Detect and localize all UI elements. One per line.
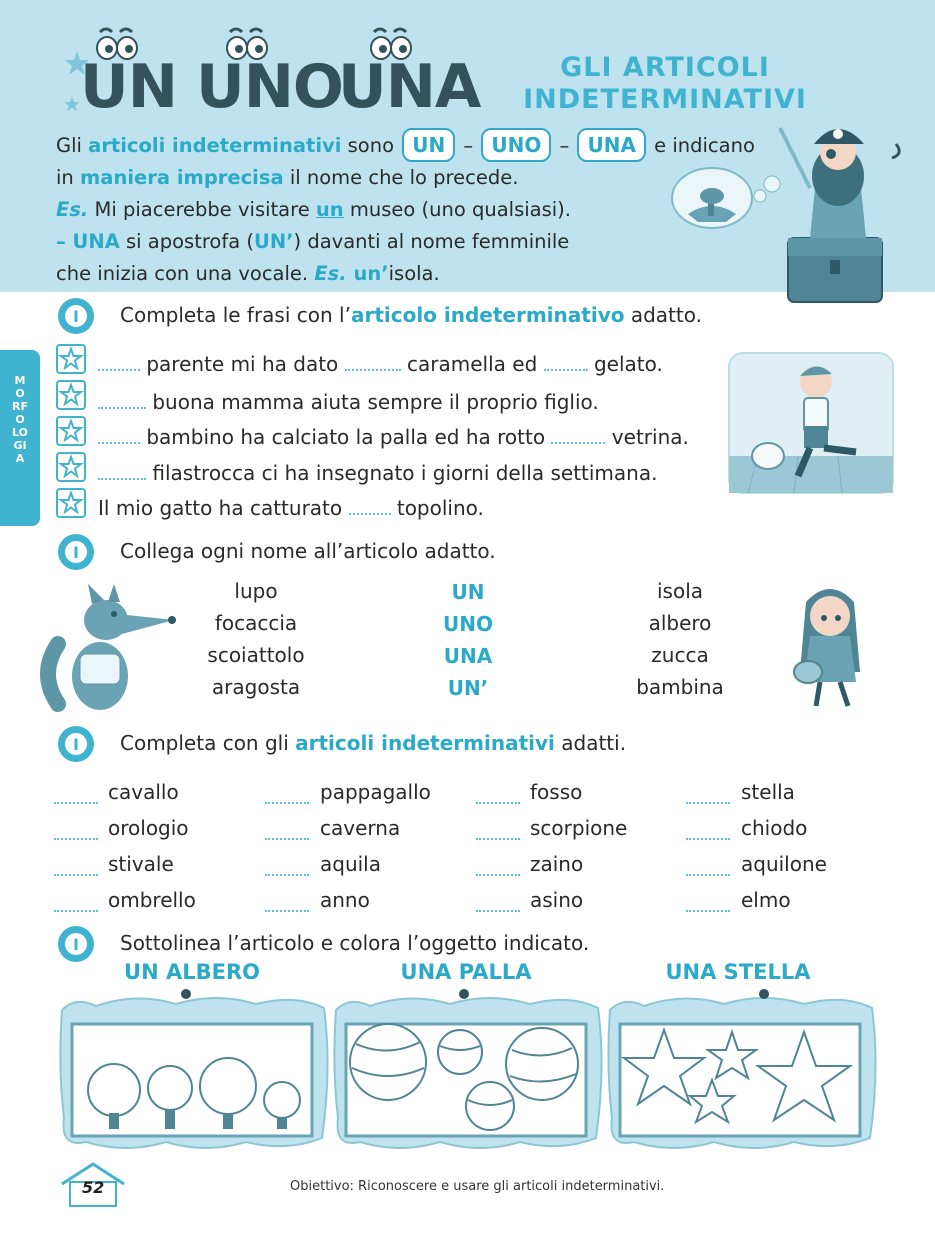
noun-word: zaino bbox=[530, 852, 584, 876]
exercise-3-instruction bbox=[120, 731, 626, 755]
noun-item[interactable]: zucca bbox=[651, 643, 709, 667]
noun-word: scorpione bbox=[530, 816, 628, 840]
star-checkbox[interactable] bbox=[56, 416, 86, 446]
noun-word: pappagallo bbox=[320, 780, 431, 804]
svg-text:I: I bbox=[73, 307, 79, 326]
sentence-text: caramella ed bbox=[400, 352, 544, 376]
article-item[interactable]: UN bbox=[451, 580, 485, 604]
sentence-5 bbox=[98, 496, 484, 520]
blank-field[interactable] bbox=[686, 802, 730, 804]
girl-with-basket-illustration bbox=[786, 582, 874, 712]
title-word-uno: UNO bbox=[196, 52, 343, 122]
instruction-text: adatti. bbox=[554, 731, 627, 755]
blank-field[interactable] bbox=[476, 910, 520, 912]
intro-text: ) davanti al nome femminile bbox=[293, 230, 570, 253]
wolf-illustration bbox=[38, 584, 180, 714]
blank-field[interactable] bbox=[98, 355, 140, 371]
intro-line-5 bbox=[56, 258, 440, 290]
sentence-text: topolino. bbox=[390, 496, 484, 520]
noun-item[interactable]: scoiattolo bbox=[207, 643, 305, 667]
star-checkbox[interactable] bbox=[56, 488, 86, 518]
intro-highlight: un bbox=[315, 198, 344, 221]
exercise-sun-icon bbox=[56, 296, 96, 336]
page-number: 52 bbox=[82, 1178, 105, 1197]
blank-field[interactable] bbox=[265, 838, 309, 840]
intro-text: museo (uno qualsiasi). bbox=[343, 198, 571, 221]
blank-field[interactable] bbox=[686, 874, 730, 876]
blank-field[interactable] bbox=[551, 428, 605, 444]
section-title bbox=[520, 52, 810, 116]
blank-field[interactable] bbox=[349, 499, 391, 515]
noun-word: aquilone bbox=[741, 852, 827, 876]
noun-item[interactable]: albero bbox=[648, 611, 712, 635]
star-checkbox[interactable] bbox=[56, 452, 86, 482]
noun-item[interactable]: aragosta bbox=[211, 675, 301, 699]
noun-word: stivale bbox=[108, 852, 174, 876]
sentence-1 bbox=[98, 352, 663, 376]
intro-text: sono bbox=[341, 134, 401, 157]
intro-text: isola. bbox=[388, 262, 440, 285]
object-label: UNA STELLA bbox=[665, 960, 811, 984]
object-label: UN ALBERO bbox=[124, 960, 260, 984]
title-word-una: UNA bbox=[338, 52, 481, 122]
noun-word: cavallo bbox=[108, 780, 179, 804]
sentence-text: gelato. bbox=[587, 352, 663, 376]
sentence-text: filastrocca ci ha insegnato i giorni della settimana. bbox=[146, 461, 658, 485]
noun-word: asino bbox=[530, 888, 584, 912]
intro-line-3 bbox=[56, 194, 571, 226]
intro-dash: – bbox=[553, 134, 576, 157]
example-label: Es. bbox=[314, 262, 347, 285]
exercise-2-instruction: Collega ogni nome all’articolo adatto. bbox=[120, 539, 496, 563]
blank-field[interactable] bbox=[476, 838, 520, 840]
blank-field[interactable] bbox=[265, 802, 309, 804]
blank-field[interactable] bbox=[544, 355, 588, 371]
blank-field[interactable] bbox=[476, 874, 520, 876]
sentence-text: buona mamma aiuta sempre il proprio figlio. bbox=[146, 390, 599, 414]
instruction-text: Completa con gli bbox=[120, 731, 296, 755]
article-item[interactable]: UNA bbox=[443, 644, 493, 668]
blank-field[interactable] bbox=[54, 838, 98, 840]
sentence-text: vetrina. bbox=[605, 425, 689, 449]
blank-field[interactable] bbox=[54, 910, 98, 912]
exercise-4-instruction: Sottolinea l’articolo e colora l’oggetto indicato. bbox=[120, 931, 590, 955]
picture-frame-stars bbox=[604, 988, 880, 1158]
noun-word: orologio bbox=[108, 816, 189, 840]
intro-highlight: UN’ bbox=[253, 230, 294, 253]
star-icon bbox=[58, 382, 84, 408]
sentence-text: Il mio gatto ha catturato bbox=[98, 496, 349, 520]
blank-field[interactable] bbox=[476, 802, 520, 804]
blank-field[interactable] bbox=[345, 355, 401, 371]
sentence-2 bbox=[98, 390, 599, 414]
intro-text: che inizia con una vocale. bbox=[56, 262, 315, 285]
sentence-text: parente mi ha dato bbox=[140, 352, 345, 376]
intro-highlight: maniera imprecisa bbox=[79, 166, 284, 189]
picture-frame-balls bbox=[330, 988, 606, 1158]
intro-highlight: – UNA bbox=[56, 230, 120, 253]
blank-field[interactable] bbox=[686, 838, 730, 840]
side-tab-morfologia bbox=[0, 350, 40, 526]
blank-field[interactable] bbox=[54, 802, 98, 804]
noun-word: stella bbox=[741, 780, 795, 804]
star-icon bbox=[58, 490, 84, 516]
title-word-un: UN bbox=[80, 52, 177, 122]
picture-frame-trees bbox=[56, 988, 332, 1158]
section-title-line1: GLI ARTICOLI bbox=[560, 52, 770, 83]
object-label: UNA PALLA bbox=[400, 960, 532, 984]
blank-field[interactable] bbox=[98, 464, 146, 480]
intro-text: il nome che lo precede. bbox=[283, 166, 519, 189]
blank-field[interactable] bbox=[686, 910, 730, 912]
intro-text: Mi piacerebbe visitare bbox=[88, 198, 316, 221]
noun-word: caverna bbox=[320, 816, 401, 840]
intro-line-4 bbox=[56, 226, 569, 258]
article-box-uno: UNO bbox=[481, 128, 551, 162]
intro-highlight: articoli indeterminativi bbox=[88, 134, 342, 157]
noun-word: chiodo bbox=[741, 816, 808, 840]
instruction-text: Completa le frasi con l’ bbox=[120, 303, 351, 327]
svg-text:I: I bbox=[73, 935, 79, 954]
instruction-highlight: articoli indeterminativi bbox=[295, 731, 555, 755]
intro-highlight: un’ bbox=[346, 262, 389, 285]
objective-footer: Obiettivo: Riconoscere e usare gli articoli indeterminativi. bbox=[290, 1179, 665, 1194]
article-box-una: UNA bbox=[577, 128, 645, 162]
noun-item[interactable]: isola bbox=[656, 579, 704, 603]
side-tab-label: MORFOLOGIA bbox=[12, 374, 28, 465]
noun-item[interactable]: lupo bbox=[234, 579, 278, 603]
boy-kicking-ball-illustration bbox=[728, 352, 894, 494]
intro-text: e indicano bbox=[647, 134, 755, 157]
exercise-1-instruction bbox=[120, 303, 702, 327]
example-label: Es. bbox=[56, 198, 89, 221]
intro-text: Gli bbox=[56, 134, 89, 157]
exercise-sun-icon bbox=[56, 532, 96, 572]
star-checkbox[interactable] bbox=[56, 380, 86, 410]
sentence-text: bambino ha calciato la palla ed ha rotto bbox=[140, 425, 552, 449]
article-item[interactable]: UNO bbox=[443, 612, 493, 636]
blank-field[interactable] bbox=[265, 874, 309, 876]
star-icon bbox=[58, 346, 84, 372]
instruction-highlight: articolo indeterminativo bbox=[350, 303, 625, 327]
exercise-sun-icon bbox=[56, 724, 96, 764]
intro-dash: – bbox=[457, 134, 480, 157]
blank-field[interactable] bbox=[98, 393, 146, 409]
sentence-4 bbox=[98, 461, 657, 485]
intro-text: si apostrofa ( bbox=[119, 230, 254, 253]
svg-text:I: I bbox=[73, 543, 79, 562]
exercise-sun-icon bbox=[56, 924, 96, 964]
intro-line-1 bbox=[56, 128, 755, 162]
star-checkbox[interactable] bbox=[56, 344, 86, 374]
noun-word: anno bbox=[320, 888, 370, 912]
sentence-3 bbox=[98, 425, 689, 449]
intro-text: in bbox=[56, 166, 80, 189]
noun-word: elmo bbox=[741, 888, 791, 912]
noun-word: aquila bbox=[320, 852, 381, 876]
star-icon bbox=[58, 454, 84, 480]
section-title-line2: INDETERMINATIVI bbox=[523, 84, 807, 115]
blank-field[interactable] bbox=[54, 874, 98, 876]
noun-item[interactable]: focaccia bbox=[214, 611, 298, 635]
instruction-text: adatto. bbox=[624, 303, 702, 327]
starfish-icon bbox=[64, 96, 80, 112]
intro-line-2 bbox=[56, 162, 518, 194]
article-box-un: UN bbox=[402, 128, 455, 162]
noun-word: ombrello bbox=[108, 888, 196, 912]
blank-field[interactable] bbox=[265, 910, 309, 912]
noun-word: fosso bbox=[530, 780, 583, 804]
star-icon bbox=[58, 418, 84, 444]
noun-item[interactable]: bambina bbox=[636, 675, 724, 699]
article-item[interactable]: UN’ bbox=[447, 676, 489, 700]
blank-field[interactable] bbox=[98, 428, 140, 444]
svg-text:I: I bbox=[73, 735, 79, 754]
pirate-illustration bbox=[660, 118, 910, 304]
